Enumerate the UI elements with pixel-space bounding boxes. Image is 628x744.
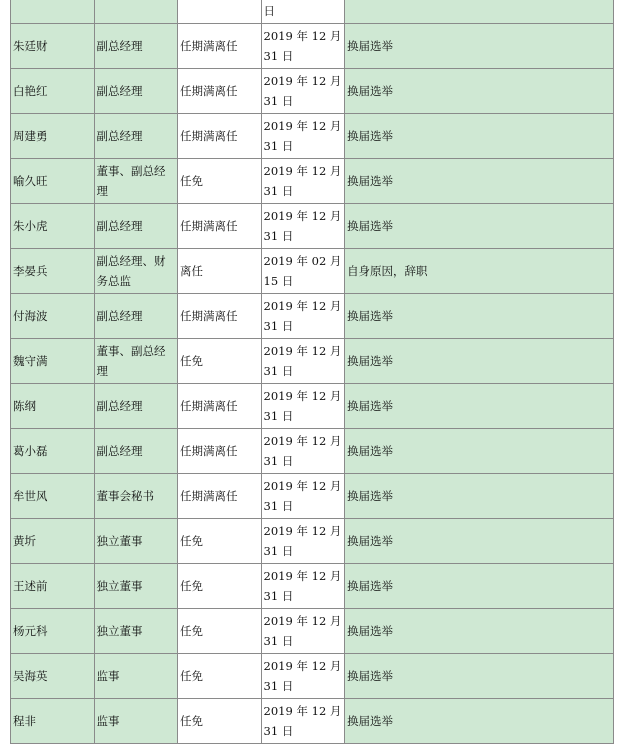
position-cell: 独立董事: [94, 564, 178, 609]
position-cell: 副总经理: [94, 204, 178, 249]
change-type-cell: 任期满离任: [178, 294, 262, 339]
change-type-cell: 任免: [178, 519, 262, 564]
date-cell: 2019 年 12 月 31 日: [261, 654, 345, 699]
date-cell: 2019 年 12 月 31 日: [261, 24, 345, 69]
change-type-cell: 任期满离任: [178, 69, 262, 114]
change-type-cell: 任期满离任: [178, 24, 262, 69]
change-type-cell: 离任: [178, 249, 262, 294]
date-cell: 2019 年 12 月 31 日: [261, 384, 345, 429]
table-row: [11, 519, 614, 564]
table-row: [11, 69, 614, 114]
date-tail: 日: [263, 4, 276, 18]
table-row: [11, 429, 614, 474]
reason-cell: 换届选举: [345, 339, 614, 384]
name-cell: 葛小磊: [11, 429, 95, 474]
position-cell: [94, 0, 178, 24]
position-cell: 副总经理: [94, 114, 178, 159]
name-cell: 魏守满: [11, 339, 95, 384]
table-row: [11, 114, 614, 159]
date-cell: 2019 年 12 月 31 日: [261, 204, 345, 249]
name-cell: 朱廷财: [11, 24, 95, 69]
position-cell: 副总经理: [94, 384, 178, 429]
position-cell: 副总经理: [94, 429, 178, 474]
position-cell: 独立董事: [94, 519, 178, 564]
name-cell: 杨元科: [11, 609, 95, 654]
table-row: [11, 159, 614, 204]
date-cell: 2019 年 12 月 31 日: [261, 564, 345, 609]
reason-cell: 换届选举: [345, 159, 614, 204]
reason-cell: 换届选举: [345, 429, 614, 474]
change-type-cell: 任期满离任: [178, 429, 262, 474]
name-cell: 牟世风: [11, 474, 95, 519]
personnel-change-table: [10, 0, 614, 744]
date-cell: 2019 年 12 月 31 日: [261, 114, 345, 159]
table-row: [11, 564, 614, 609]
reason-cell: [345, 0, 614, 24]
table-row: [11, 294, 614, 339]
change-type-cell: 任期满离任: [178, 204, 262, 249]
table-row: [11, 474, 614, 519]
position-cell: 监事: [94, 654, 178, 699]
change-type-cell: 任免: [178, 339, 262, 384]
change-type-cell: 任期满离任: [178, 474, 262, 519]
name-cell: 程非: [11, 699, 95, 744]
name-cell: 周建勇: [11, 114, 95, 159]
position-cell: 副总经理、财务总监: [94, 249, 178, 294]
date-cell: 2019 年 12 月 31 日: [261, 429, 345, 474]
table-row: [11, 249, 614, 294]
table-row: [11, 384, 614, 429]
table-row: [11, 204, 614, 249]
name-cell: 王述前: [11, 564, 95, 609]
change-type-cell: 任免: [178, 159, 262, 204]
reason-cell: 换届选举: [345, 204, 614, 249]
position-cell: 董事会秘书: [94, 474, 178, 519]
name-cell: 白艳红: [11, 69, 95, 114]
date-cell: [261, 0, 345, 24]
date-cell: 2019 年 12 月 31 日: [261, 609, 345, 654]
position-cell: 副总经理: [94, 294, 178, 339]
date-cell: 2019 年 12 月 31 日: [261, 474, 345, 519]
change-type-cell: 任免: [178, 609, 262, 654]
name-cell: 吴海英: [11, 654, 95, 699]
date-cell: 2019 年 12 月 31 日: [261, 159, 345, 204]
reason-cell: 换届选举: [345, 24, 614, 69]
change-type-cell: 任免: [178, 654, 262, 699]
date-cell: 2019 年 12 月 31 日: [261, 294, 345, 339]
date-cell: 2019 年 12 月 31 日: [261, 339, 345, 384]
position-cell: 副总经理: [94, 24, 178, 69]
date-cell: 2019 年 02 月 15 日: [261, 249, 345, 294]
position-cell: 监事: [94, 699, 178, 744]
date-cell: 2019 年 12 月 31 日: [261, 519, 345, 564]
change-type-cell: 任免: [178, 699, 262, 744]
reason-cell: 换届选举: [345, 294, 614, 339]
position-cell: 独立董事: [94, 609, 178, 654]
reason-cell: 换届选举: [345, 114, 614, 159]
table-row: [11, 654, 614, 699]
reason-cell: 换届选举: [345, 474, 614, 519]
reason-cell: 换届选举: [345, 384, 614, 429]
reason-cell: 换届选举: [345, 519, 614, 564]
table-row: [11, 609, 614, 654]
position-cell: 董事、副总经理: [94, 159, 178, 204]
change-type-cell: 任期满离任: [178, 384, 262, 429]
position-cell: 董事、副总经理: [94, 339, 178, 384]
change-type-cell: [178, 0, 262, 24]
reason-cell: 自身原因，辞职: [345, 249, 614, 294]
name-cell: 喻久旺: [11, 159, 95, 204]
name-cell: [11, 0, 95, 24]
reason-cell: 换届选举: [345, 564, 614, 609]
table-row: [11, 24, 614, 69]
reason-cell: 换届选举: [345, 69, 614, 114]
name-cell: 陈纲: [11, 384, 95, 429]
change-type-cell: 任期满离任: [178, 114, 262, 159]
name-cell: 黄圻: [11, 519, 95, 564]
name-cell: 付海波: [11, 294, 95, 339]
change-type-cell: 任免: [178, 564, 262, 609]
position-cell: 副总经理: [94, 69, 178, 114]
table-row: [11, 339, 614, 384]
reason-cell: 换届选举: [345, 609, 614, 654]
date-cell: 2019 年 12 月 31 日: [261, 69, 345, 114]
table-row-partial: [11, 0, 614, 24]
date-cell: 2019 年 12 月 31 日: [261, 699, 345, 744]
reason-cell: 换届选举: [345, 654, 614, 699]
reason-cell: 换届选举: [345, 699, 614, 744]
table-body: [11, 0, 614, 744]
name-cell: 李晏兵: [11, 249, 95, 294]
table-row: [11, 699, 614, 744]
name-cell: 朱小虎: [11, 204, 95, 249]
